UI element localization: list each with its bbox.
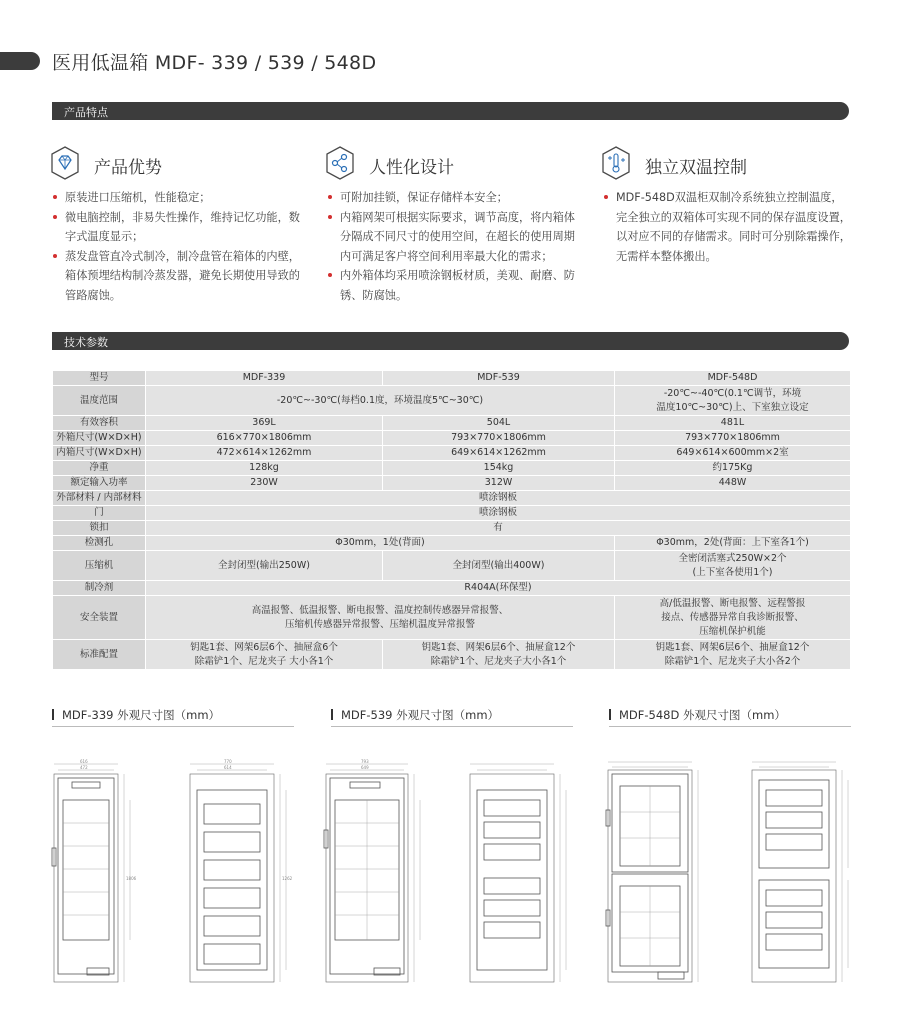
table-cell: 温度范围 (53, 386, 145, 415)
table-cell (615, 640, 850, 669)
dimension-label: 770 (224, 759, 232, 764)
table-cell: 649×614×1262mm (383, 446, 614, 460)
mdf339-side-view (190, 759, 293, 982)
table-cell: 有 (146, 521, 850, 535)
table-cell: 安全装置 (53, 596, 145, 639)
table-cell: 净重 (53, 461, 145, 475)
table-cell: 喷涂钢板 (146, 506, 850, 520)
mdf539-side-view (470, 764, 566, 982)
cell-line: 压缩机传感器异常报警、压缩机温度异常报警 (284, 618, 475, 630)
table-row (53, 491, 850, 505)
table-cell: 额定输入功率 (53, 476, 145, 490)
table-cell: R404A(环保型) (146, 581, 850, 595)
table-cell: 793×770×1806mm (615, 431, 850, 445)
list-item: 微电脑控制，非易失性操作，维持记忆功能，数字式温度显示； (50, 208, 302, 247)
table-cell: 约175Kg (615, 461, 850, 475)
table-row (53, 596, 850, 639)
cell-line: 压缩机保护机能 (699, 625, 766, 637)
feature-advantages (50, 146, 302, 305)
cell-line: 除霜铲1个、尼龙夹子大小各1个 (430, 655, 567, 667)
cell-line: 钥匙1套、网架6层6个、抽屉盒12个 (421, 641, 576, 653)
table-cell: 压缩机 (53, 551, 145, 580)
table-cell (383, 640, 614, 669)
mdf539-front-view (324, 759, 420, 982)
list-item: 内外箱体均采用喷涂钢板材质，美观、耐磨、防锈、防腐蚀。 (325, 266, 577, 305)
dimension-title-mdf339 (52, 706, 294, 727)
table-cell: MDF-539 (383, 371, 614, 385)
dimension-label: 472 (80, 765, 88, 770)
table-row (53, 506, 850, 520)
cell-line: 钥匙1套、网架6层6个、抽屉盒6个 (190, 641, 338, 653)
section-bar-features (52, 102, 849, 120)
table-cell: 检测孔 (53, 536, 145, 550)
share-nodes-icon (325, 146, 355, 180)
cell-line: 除霜铲1个、尼龙夹子大小各2个 (664, 655, 801, 667)
cell-line: 高温报警、低温报警、断电报警、温度控制传感器异常报警、 (251, 604, 509, 616)
list-item: 原装进口压缩机，性能稳定； (50, 188, 302, 208)
section-bar-specs (52, 332, 849, 350)
table-cell: 793×770×1806mm (383, 431, 614, 445)
table-cell (146, 640, 382, 669)
table-cell: 649×614×600mm×2室 (615, 446, 850, 460)
table-cell: 制冷剂 (53, 581, 145, 595)
feature-title: 独立双温控制 (645, 158, 747, 178)
cell-line: 除霜铲1个、尼龙夹子 大小各1个 (194, 655, 334, 667)
title-accent-pill (0, 52, 40, 70)
table-cell: 外部材料 / 内部材料 (53, 491, 145, 505)
cell-line: (上下室各使用1个) (692, 566, 773, 578)
table-cell: 全封闭型(输出250W) (146, 551, 382, 580)
table-cell: 喷涂钢板 (146, 491, 850, 505)
table-cell: 504L (383, 416, 614, 430)
dimension-label: 649 (361, 765, 369, 770)
table-row (53, 461, 850, 475)
cell-line: 温度10℃~30℃)上、下室独立设定 (656, 401, 809, 413)
table-cell (615, 551, 850, 580)
table-row (53, 536, 850, 550)
feature-design (325, 146, 577, 305)
table-row (53, 640, 850, 669)
list-item: 蒸发盘管直冷式制冷，制冷盘管在箱体的内壁，箱体预埋结构制冷蒸发器，避免长期使用导致的管路腐蚀。 (50, 247, 302, 306)
table-cell: Φ30mm，1处(背面) (146, 536, 614, 550)
dimension-title-text: MDF-339 外观尺寸图（mm） (62, 708, 221, 722)
table-cell: 616×770×1806mm (146, 431, 382, 445)
table-cell: 154kg (383, 461, 614, 475)
table-cell: 外箱尺寸(W×D×H) (53, 431, 145, 445)
dimension-drawings (0, 740, 900, 1000)
list-item: 可附加挂锁，保证存储样本安全； (325, 188, 577, 208)
dimension-title-text: MDF-539 外观尺寸图（mm） (341, 708, 500, 722)
table-cell: 型号 (53, 371, 145, 385)
table-row (53, 521, 850, 535)
feature-dual-temp (601, 146, 851, 266)
section-title-specs: 技术参数 (64, 336, 108, 349)
dimension-label: 1806 (126, 876, 137, 881)
table-cell: 门 (53, 506, 145, 520)
feature-list (325, 188, 577, 305)
spec-table (52, 370, 851, 670)
diamond-badge-icon (50, 146, 80, 180)
table-cell: 锁扣 (53, 521, 145, 535)
table-row (53, 446, 850, 460)
dimension-label: 616 (80, 759, 88, 764)
cell-line: -20℃~-40℃(0.1℃调节，环境 (663, 387, 802, 399)
dimension-label: 793 (361, 759, 369, 764)
page-title: 医用低温箱 MDF- 339 / 539 / 548D (52, 52, 377, 74)
dimension-title-mdf548d (609, 706, 851, 727)
table-cell: 472×614×1262mm (146, 446, 382, 460)
list-item: MDF-548D双温柜双制冷系统独立控制温度，完全独立的双箱体可实现不同的保存温度设置，以对应不同的存储需求。同时可分别除霜操作，无需样本整体搬出。 (601, 188, 851, 266)
list-item: 内箱网架可根据实际要求，调节高度，将内箱体分隔成不同尺寸的使用空间，在超长的使用周期内可满足客户将空间利用率最大化的需求； (325, 208, 577, 267)
table-cell: 内箱尺寸(W×D×H) (53, 446, 145, 460)
table-cell: 标准配置 (53, 640, 145, 669)
table-cell: -20℃~-30℃(每档0.1度，环境温度5℃~30℃) (146, 386, 614, 415)
table-row (53, 386, 850, 415)
table-cell: 481L (615, 416, 850, 430)
feature-title: 产品优势 (94, 158, 162, 178)
table-row (53, 581, 850, 595)
table-cell: 全封闭型(输出400W) (383, 551, 614, 580)
table-cell: 448W (615, 476, 850, 490)
table-row (53, 476, 850, 490)
table-cell: 有效容积 (53, 416, 145, 430)
feature-list (50, 188, 302, 305)
table-cell: 312W (383, 476, 614, 490)
table-row (53, 551, 850, 580)
table-row (53, 431, 850, 445)
table-row (53, 416, 850, 430)
feature-list (601, 188, 851, 266)
dimension-label: 614 (224, 765, 232, 770)
table-cell: Φ30mm，2处(背面：上下室各1个) (615, 536, 850, 550)
table-cell: MDF-339 (146, 371, 382, 385)
cell-line: 高/低温报警、断电报警、远程警报 (659, 597, 806, 609)
mdf548d-front-view (606, 762, 698, 982)
table-cell (615, 596, 850, 639)
dimension-title-text: MDF-548D 外观尺寸图（mm） (619, 708, 786, 722)
table-cell: MDF-548D (615, 371, 850, 385)
mdf548d-side-view (752, 762, 848, 982)
table-cell: 230W (146, 476, 382, 490)
table-row (53, 371, 850, 385)
cell-line: 全密闭活塞式250W×2个 (678, 552, 787, 564)
dimension-title-mdf539 (331, 706, 573, 727)
dimension-label: 1262 (282, 876, 293, 881)
mdf339-front-view (52, 759, 137, 982)
table-cell (146, 596, 614, 639)
table-cell: 128kg (146, 461, 382, 475)
snowflake-thermometer-icon (601, 146, 631, 180)
table-cell: 369L (146, 416, 382, 430)
cell-line: 钥匙1套、网架6层6个、抽屉盒12个 (655, 641, 810, 653)
table-cell (615, 386, 850, 415)
section-title-features: 产品特点 (64, 106, 108, 119)
feature-title: 人性化设计 (369, 158, 454, 178)
cell-line: 接点、传感器异常自我诊断报警、 (661, 611, 804, 623)
